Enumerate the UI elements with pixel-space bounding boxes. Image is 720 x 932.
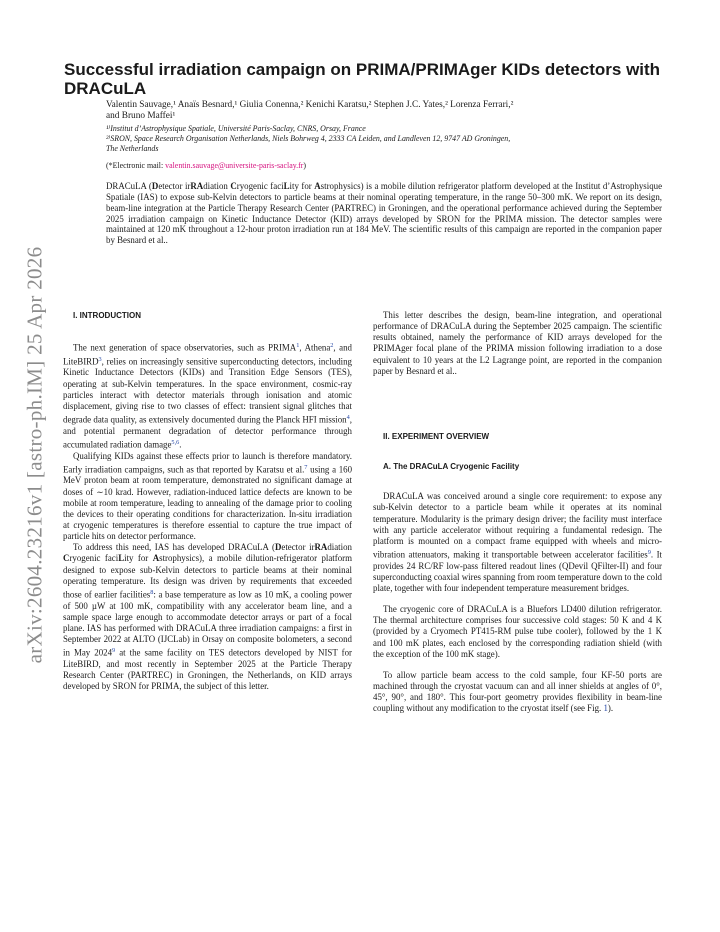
citation-link[interactable]: 4: [346, 414, 350, 422]
author-line-1: Valentin Sauvage,¹ Anaïs Besnard,¹ Giulia Conenna,² Kenichi Karatsu,² Stephen J.C. Yates,² Lorenza Ferrari,²: [106, 100, 514, 110]
arxiv-sidebar-stamp: [18, 230, 52, 680]
citation-link[interactable]: 5,6: [171, 438, 180, 446]
section-heading-introduction: I. INTRODUCTION: [73, 311, 141, 320]
email-link[interactable]: valentin.sauvage@universite-paris-saclay.fr: [165, 160, 304, 170]
author-line-2: and Bruno Maffei¹: [106, 111, 176, 122]
subsection-heading-cryogenic-facility: A. The DRACuLA Cryogenic Facility: [383, 462, 520, 472]
citation-link[interactable]: 3: [98, 355, 102, 363]
affiliations: [106, 124, 662, 153]
left-column: [63, 310, 352, 692]
facility-paragraph-3: To allow particle beam access to the cold sample, four KF-50 ports are machined through the cryostat vacuum can and all inner shields at angles of 0°, 45°, 90°, and 180°. This four-port geometry provides flexibility in beam-line coupling without any modification to the cryostat itself (see Fig. 1).: [373, 669, 662, 714]
facility-paragraph-2: The cryogenic core of DRACuLA is a Bluefors LD400 dilution refrigerator. The thermal architecture comprises four successive cold stages: 50 K and 4 K (provided by a Cryomech PT415-RM pulse tube cooler), followed by the 1 K and 100 mK plates, each enclosed by the corresponding radiation shield (with the exception of the 100 mK stage).: [373, 604, 662, 659]
affiliation-2-cont: The Netherlands: [106, 144, 159, 153]
citation-link[interactable]: 9: [647, 549, 651, 557]
citation-link[interactable]: 2: [330, 342, 334, 350]
affiliation-1: ¹⁾Institut d’Astrophysique Spatiale, Université Paris-Saclay, CNRS, Orsay, France: [106, 124, 366, 134]
right-column: [373, 310, 662, 715]
citation-link[interactable]: 8: [150, 588, 154, 596]
letter-scope-paragraph: This letter describes the design, beam-line integration, and operational performance of DRACuLA during the September 2025 campaign. The scientific results obtained, namely the performance of KID arrays developed for the PRIMAger focal plane of the PRIMA mission following irradiation to a dose equivalent to 10 years at the L2 Lagrange point, are reported in the companion paper by Besnard et al..: [373, 310, 662, 376]
citation-link[interactable]: 1: [296, 342, 300, 350]
figure-link[interactable]: 1: [603, 703, 608, 714]
intro-paragraph-1: The next generation of space observatories, such as PRIMA$^1$, Athena$^2$, and LiteBIRD$^3$, relies on increasingly sensitive superconducting detectors, including Kinetic Inductance Detectors (KIDs) and Transition Edge Sensors (TES), operating at sub-Kelvin temperatures. In the space environment, cosmic-ray particles interact with detector materials through ionisation and atomic displacement, giving rise to two classes of effect: transient signal glitches that degrade data quality, as extensively documented during the Planck HFI mission$^4$, and potential permanent degradation of detector performance through accumulated radiation damage$^{5,6}$.: [63, 342, 352, 450]
intro-paragraph-2: Qualifying KIDs against these effects prior to launch is therefore mandatory. Early irradiation campaigns, such as that reported by Karatsu et al.$^7$ using a 160 MeV proton beam at room temperature, demonstrated no significant damage at doses of ∼10 krad. However, radiation-induced lattice defects are known to be mobile at room temperature, leading to annealing of the damage prior to cooling the devices to their operating conditions for characterization. In-situ irradiation at cryogenic temperatures is therefore essential to capture the true impact of particle hits on detector performance.: [63, 450, 353, 542]
intro-paragraph-3: To address this need, IAS has developed DRACuLA (Detector irRAdiation Cryogenic faciLity for Astrophysics), a mobile dilution-refrigerator platform designed to expose sub-Kelvin detectors to particle beams at their nominal operating temperature. Its design was driven by requirements that exceeded those of earlier facilities$^8$: a base temperature as low as 10 mK, a cooling power of 500 µW at 100 mK, compatibility with any accelerator beam line, and a sample space large enough to accommodate detector arrays or part of a focal plane. IAS has performed with DRACuLA three irradiation campaigns: a first in September 2022 at ALTO (IJCLab) in Orsay on composite bolometers, a second in May 2024$^9$ at the same facility on TES detectors developed by NIST for LiteBIRD, and most recently in September 2025 at the Particle Therapy Research Center (PARTREC) in Groningen, the Netherlands, on KID arrays developed by SRON for PRIMA, the subject of this letter.: [63, 542, 353, 692]
email-line: (*Electronic mail: valentin.sauvage@universite-paris-saclay.fr): [106, 160, 307, 170]
affiliation-2: ²⁾SRON, Space Research Organisation Netherlands, Niels Bohrweg 4, 2333 CA Leiden, and Landleven 12, 9747 AD Groningen,: [106, 134, 511, 144]
front-matter: [106, 100, 662, 246]
abstract: DRACuLA (Detector irRAdiation Cryogenic faciLity for Astrophysics) is a mobile dilution refrigerator platform developed at the Institut d’Astrophysique Spatiale (IAS) to expose sub-Kelvin detectors to particle beams at their nominal operating temperature, in the range 50–300 mK. We report on its design, beam-line integration at the Particle Therapy Research Center (PARTREC) in Groningen, and the operational performance achieved during the September 2025 irradiation campaign on Kinetic Inductance Detector (KID) arrays developed by SRON for the PRIMA mission. The detector samples were maintained at 120 mK throughout a 12-hour proton irradiation run at 184 MeV. The scientific results of this campaign are reported in the companion paper by Besnard et al..: [106, 180, 663, 246]
author-list: [106, 100, 662, 122]
section-heading-experiment-overview: II. EXPERIMENT OVERVIEW: [383, 431, 490, 441]
arxiv-id: arXiv:2604.23216v1 [astro-ph.IM] 25 Apr 2026: [22, 246, 47, 664]
citation-link[interactable]: 7: [304, 463, 308, 471]
facility-paragraph-1: DRACuLA was conceived around a single core requirement: to expose any sub-Kelvin detector to a particle beam while it operates at its nominal temperature. Modularity is the primary design driver; the facility must interface with any particle accelerator without requiring a fundamental redesign. The platform is mounted on a compact frame equipped with wheels and micro-vibration attenuators, making it transportable between accelerator facilities$^9$. It provides 24 RC/RF low-pass filtered readout lines (QDevil QFilter-II) and four superconducting coaxial wires spanning from room temperature down to the cold plate, together with four independent temperature measurement bridges.: [373, 491, 662, 593]
citation-link[interactable]: 9: [112, 647, 116, 655]
paper-title: Successful irradiation campaign on PRIMA/PRIMAger KIDs detectors with DRACuLA: [64, 60, 661, 98]
